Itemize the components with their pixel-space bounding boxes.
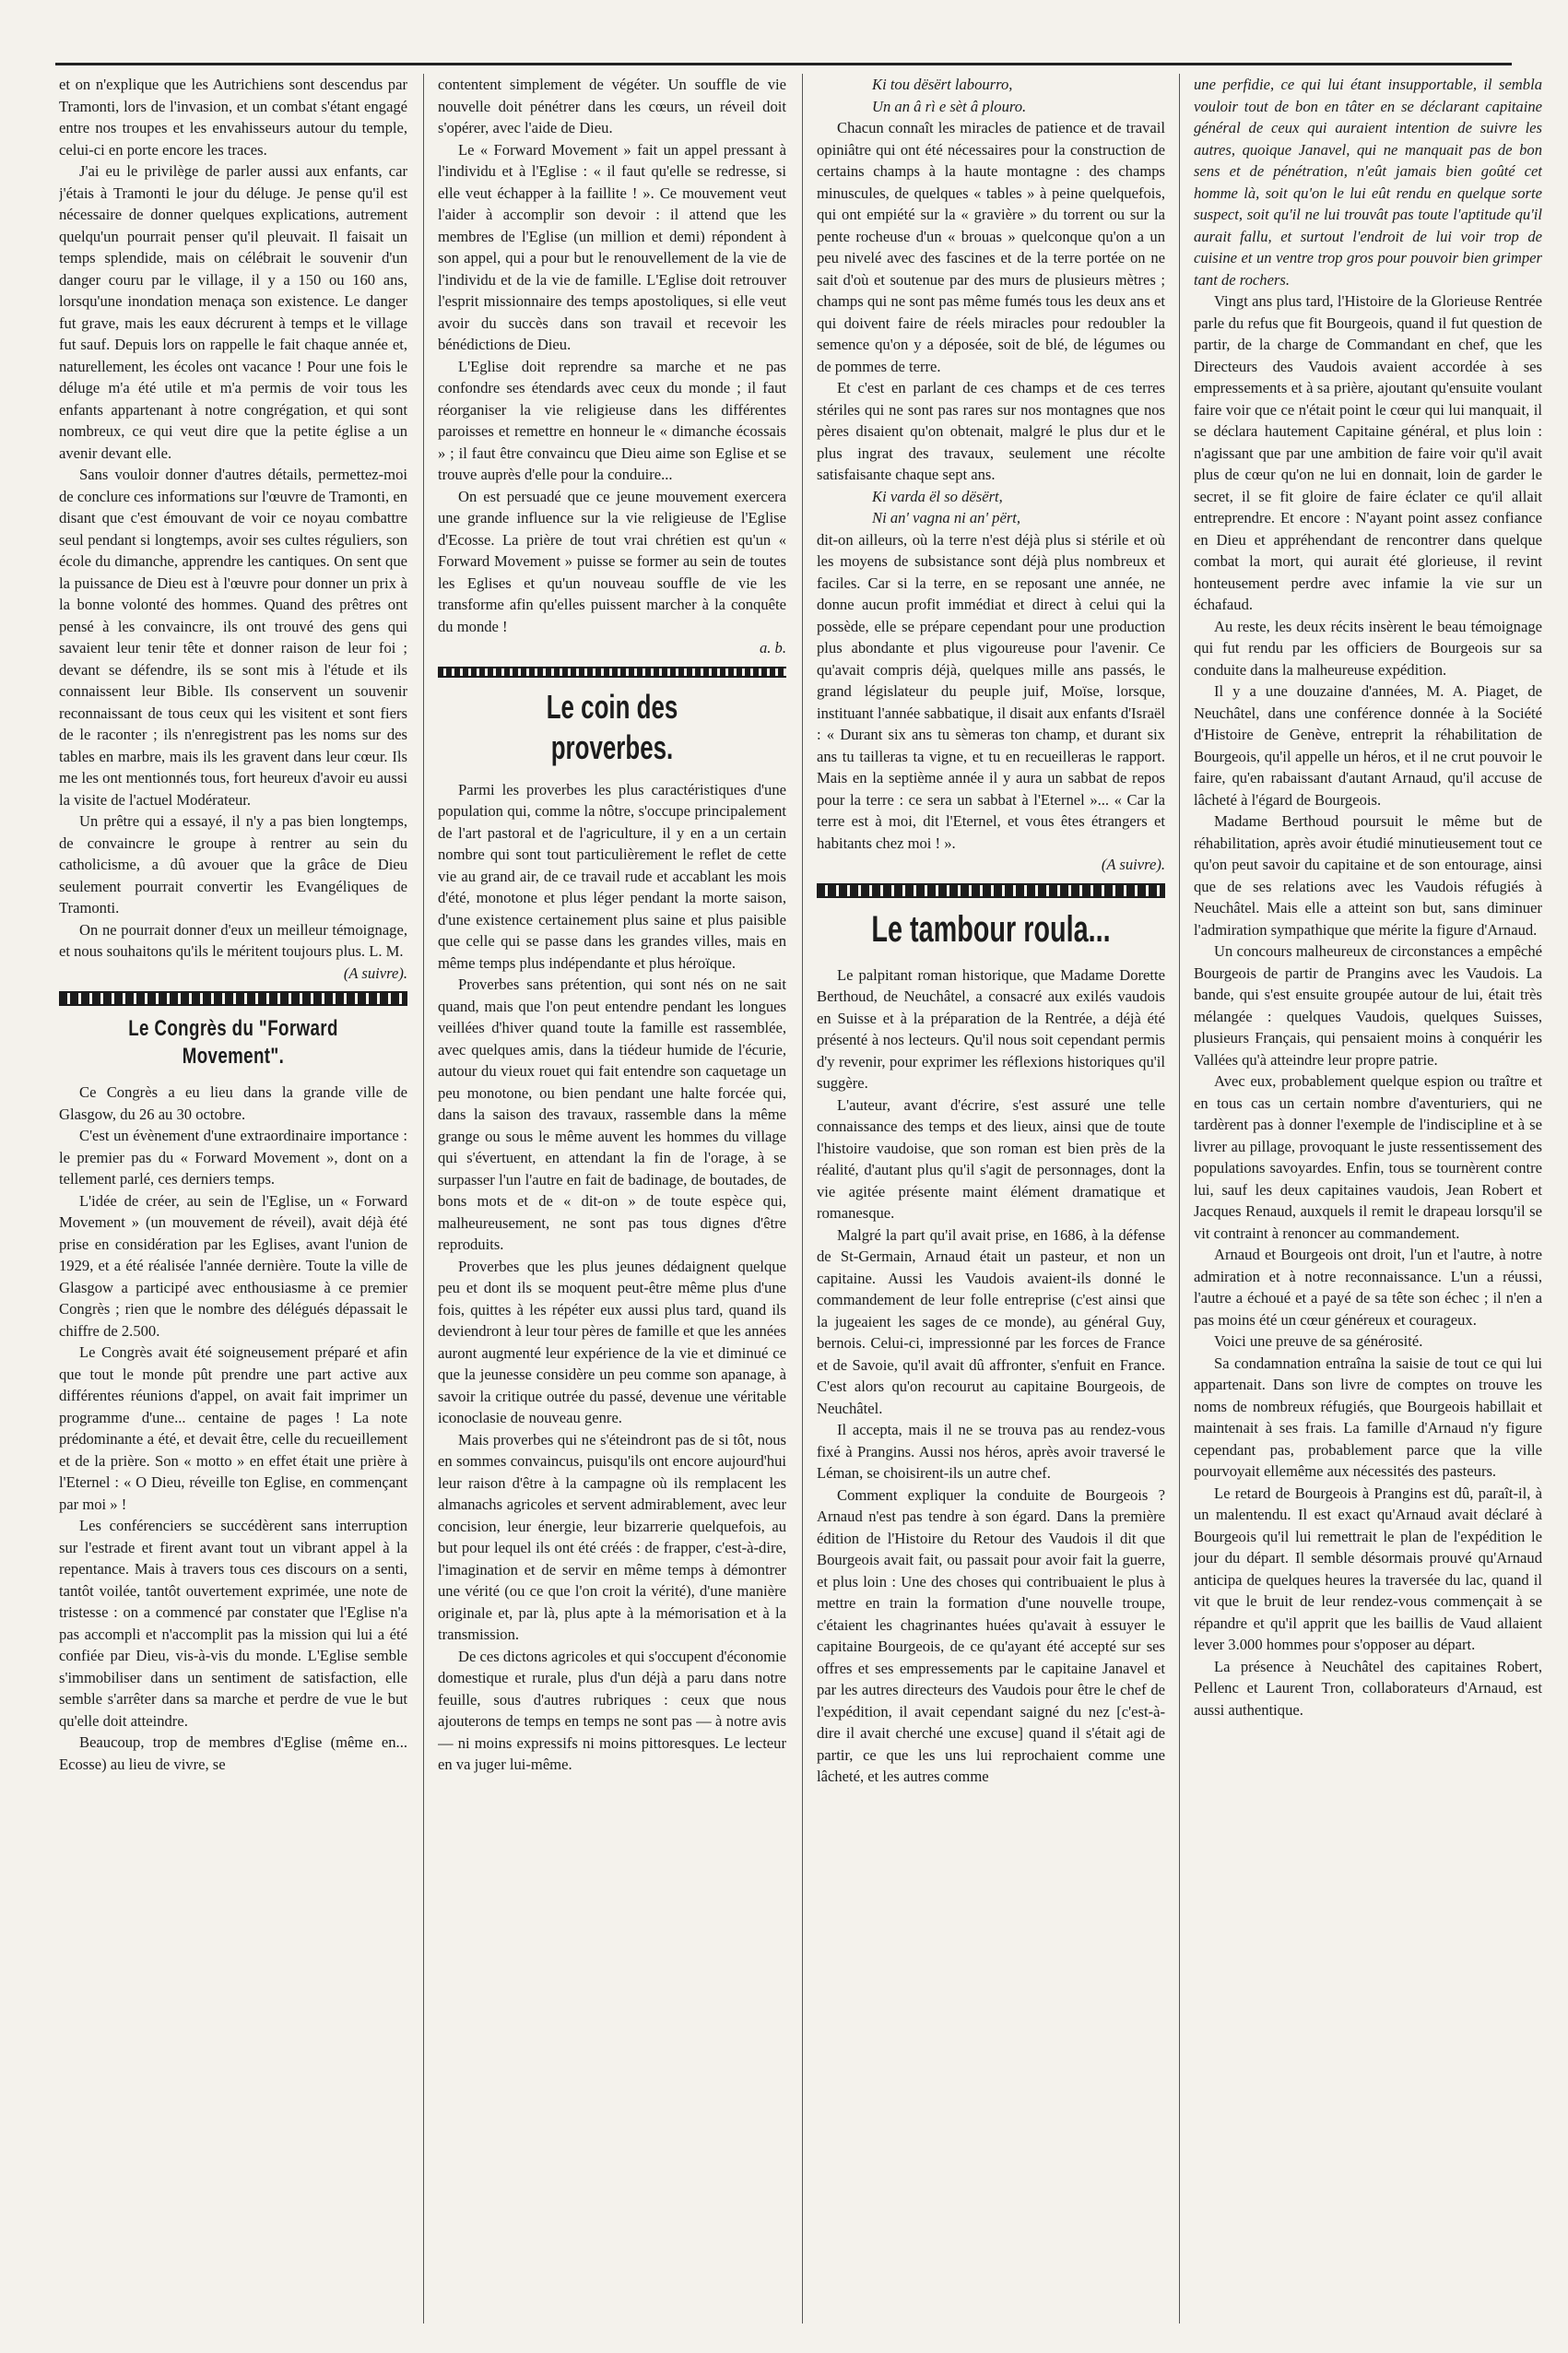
column-2 bbox=[438, 74, 786, 2323]
paragraph: contentent simplement de végéter. Un souffle de vie nouvelle doit pénétrer dans les cœurs, un réveil doit s'opérer, avec l'aide de Dieu. bbox=[438, 76, 786, 136]
paragraph: Le « Forward Movement » fait un appel pressant à l'individu et à l'Eglise : « il faut qu'elle se redresse, si elle veut échapper à la faillite ! ». Ce mouvement veut l'aider à accomplir son devoir : il attend que les membres de l'Eglise (un million et demi) répondent à son appel, qui a pour but le renouvellement de la vie de l'individu et de la vie de famille. L'Eglise doit retrouver l'esprit missionnaire des temps apostoliques, si elle veut avoir du succès dans son travail et recevoir les bénédictions de Dieu. bbox=[438, 140, 786, 353]
article-heading-proverbes: Le coin des proverbes. bbox=[546, 687, 678, 766]
column-3 bbox=[817, 74, 1165, 2323]
paragraph: Un concours malheureux de circonstances a empêché Bourgeois de partir de Prangins avec les Vaudois. La bande, qui s'est ensuite groupée autour de lui, était très mélangée : quelques Vaudois, quelques Suisses, plusieurs Français, qui pensaient moins à conquérir les Vallées qu'à atteindre leur propre patrie. bbox=[1194, 942, 1542, 1069]
paragraph: Ce Congrès a eu lieu dans la grande ville de Glasgow, du 26 au 30 octobre. bbox=[59, 1083, 407, 1123]
proverb-verse: Ki varda ël so dësërt, bbox=[872, 487, 1003, 505]
column-divider bbox=[1179, 74, 1180, 2323]
to-be-continued: (A suivre). bbox=[1101, 856, 1165, 873]
paragraph: dit-on ailleurs, où la terre n'est déjà plus si stérile et où les moyens de subsistance sont déjà plus nombreux et faciles. Car si la terre, en se reposant une année, ne donne aucun profit immédiat et direct à celui qui la possède, elle se prépare cependant pour une production plus abondante et plus vigoureuse pour l'avenir. Ce qu'avait compris déjà, quelques mille ans passés, le grand législateur du peuple juif, Moïse, lorsque, instituant l'année sabbatique, il disait aux enfants d'Israël : « Durant six ans tu sèmeras ton champ, et durant six ans tu tailleras ta vigne, et tu en recueilleras le rapport. Mais en la septième année il y aura un sabbat de repos pour la terre : ce sera un sabbat à l'Eternel »... « Car la terre est à moi, dit l'Eternel, et vous êtes étrangers et habitants chez moi ! ». bbox=[817, 530, 1165, 852]
ornamental-divider bbox=[817, 883, 1165, 898]
ornamental-divider bbox=[438, 667, 786, 678]
column-1 bbox=[59, 74, 407, 2323]
to-be-continued: (A suivre). bbox=[343, 964, 407, 982]
paragraph: De ces dictons agricoles et qui s'occupent d'économie domestique et rurale, plus d'un déjà a paru dans notre feuille, sous d'autres rubriques : ceux que nous ajouterons de temps en temps ne sont pas — à notre avis — ni moins expressifs ni moins pittoresques. Le lecteur en va juger lui-même. bbox=[438, 1647, 786, 1773]
paragraph: L'auteur, avant d'écrire, s'est assuré une telle connaissance des temps et des lieux, ainsi que de toute l'histoire vaudoise, que son roman est bien près de la réalité, d'autant plus qu'il s'agit de personnages, dont la vie agitée présente maint élément dramatique et romanesque. bbox=[817, 1095, 1165, 1222]
paragraph: L'Eglise doit reprendre sa marche et ne pas confondre ses étendards avec ceux du monde ; il faut réorganiser la vie religieuse dans les différentes paroisses et remettre en honneur le « dimanche écossais » ; il faut être convaincu que Dieu aime son Eglise et se trouve auprès d'elle pour la conduire... bbox=[438, 357, 786, 483]
paragraph: Mais proverbes qui ne s'éteindront pas de si tôt, nous en sommes convaincus, puisqu'ils ont encore aujourd'hui leur raison d'être à la campagne où ils remplacent les almanachs agricoles et servent admirablement, avec leur concision, leur énergie, leur bizarrerie quelquefois, au but pour lequel ils ont été créés : de frapper, c'est-à-dire, l'imagination et de servir en même temps à démontrer une vérité (ou ce que l'on croit la vérité), d'une manière originale et, par là, plus apte à la mémorisation et à la transmission. bbox=[438, 1430, 786, 1643]
paragraph: Les conférenciers se succédèrent sans interruption sur l'estrade et firent avant tout un vibrant appel à la repentance. Mais à travers tous ces discours on a senti, tantôt voilée, tantôt ouvertement exprimée, une note de tristesse : on a commencé par constater que l'Eglise n'a pas accompli et n'accomplit pas la mission qui lui a été confiée par Dieu, vis-à-vis du monde. L'Eglise semble s'immobiliser dans un sentiment de satisfaction, elle semble s'arrêter dans sa marche et perdre de vue le but qu'elle doit atteindre. bbox=[59, 1517, 407, 1730]
paragraph: Avec eux, probablement quelque espion ou traître et en tous cas un certain nombre d'aventuriers, qui ne tardèrent pas à donner l'exemple de l'indiscipline et à se livrer au pillage, provoquant le juste ressentissement des populations savoyardes. Enfin, tous se tournèrent contre lui, sauf les deux capitaines vaudois, Jean Robert et Jacques Renaud, auxquels il remit le drapeau lorsqu'il se vit contraint à renoncer au commandement. bbox=[1194, 1072, 1542, 1242]
paragraph: On ne pourrait donner d'eux un meilleur témoignage, et nous souhaitons qu'ils le méritent toujours plus. L. M. bbox=[59, 920, 407, 960]
paragraph: Arnaud et Bourgeois ont droit, l'un et l'autre, à notre admiration et à notre reconnaissance. L'un a réussi, l'autre a échoué et a payé de sa tête son échec ; il n'en a pas moins été un cœur généreux et courageux. bbox=[1194, 1246, 1542, 1329]
author-signature: a. b. bbox=[759, 639, 786, 656]
paragraph: et on n'explique que les Autrichiens sont descendus par Tramonti, lors de l'invasion, et un combat s'étant engagé entre nos troupes et les envahisseurs autour du temple, celui-ci en porte encore les traces. bbox=[59, 76, 407, 159]
paragraph: Un prêtre qui a essayé, il n'y a pas bien longtemps, de convaincre le groupe à rentrer au sein du catholicisme, a dû avouer que la grâce de Dieu seulement pourrait convertir les Evangéliques de Tramonti. bbox=[59, 812, 407, 916]
paragraph: Voici une preuve de sa générosité. bbox=[1214, 1332, 1423, 1350]
paragraph: Et c'est en parlant de ces champs et de ces terres stériles qui ne sont pas rares sur nos montagnes que nos pères disaient qu'on obtenait, malgré le plus dur et le plus ingrat des travaux, seulement une récolte satisfaisante chaque sept ans. bbox=[817, 379, 1165, 483]
proverb-verse: Ni an' vagna ni an' përt, bbox=[872, 509, 1021, 526]
column-divider bbox=[802, 74, 803, 2323]
proverb-verse: Un an â rì e sèt â plouro. bbox=[872, 97, 1027, 115]
article-heading-tambour: Le tambour roula... bbox=[871, 908, 1111, 950]
paragraph: C'est un évènement d'une extraordinaire importance : le premier pas du « Forward Movement », dont on a tellement parlé, ces derniers temps. bbox=[59, 1127, 407, 1188]
paragraph: Comment expliquer la conduite de Bourgeois ? Arnaud n'est pas tendre à son égard. Dans la première édition de l'Histoire du Retour des Vaudois il dit que Bourgeois avait fait, ou passait pour avoir fait la guerre, et plus loin : Une des choses qui contribuaient le plus à mettre en train la formation d'une nouvelle troupe, c'étaient les chagrinantes huées qu'avait à essuyer le capitaine Bourgeois, de ce qu'ayant été accepté sur ses offres et ses empressements par le capitaine Janavel et par les autres directeurs des Vaudois pour être le chef de l'expédition, il avait cependant saigné du nez [c'est-à-dire il avait cherché une excuse] quand il s'était agi de partir, ce que les uns lui reprochaient comme une lâcheté, et les autres comme bbox=[817, 1485, 1165, 1785]
paragraph: Le palpitant roman historique, que Madame Dorette Berthoud, de Neuchâtel, a consacré aux exilés vaudois en Suisse et à la préparation de la Rentrée, a déjà été présenté à nos lecteurs. Qu'il nous soit cependant permis d'y revenir, pour exprimer les réflexions historiques qu'il suggère. bbox=[817, 965, 1165, 1092]
paragraph: Sans vouloir donner d'autres détails, permettez-moi de conclure ces informations sur l'œuvre de Tramonti, en disant que c'est émouvant de voir ce noyau combattre seul pendant si longtemps, avoir ses cultes réguliers, son école du dimanche, apprendre les cantiques. On sent que la puissance de Dieu est à l'œuvre pour donner un prix à la bonne volonté des hommes. Quand des prêtres ont pensé à les convaincre, ils ont trouvé des gens qui savaient leur tenir tête et donner raison de leur foi ; devant se défendre, ils se sont mis à l'étude et ils connaissent leur Bible. Ils conservent un souvenir reconnaissant de tous ceux qui les visitent et sont fiers de le raconter ; ils n'enregistrent pas les noms sur des tables en marbre, mais ils les gravent dans leur cœur. Ils me les ont mentionnés tous, fort heureux d'avoir eu aussi la visite de l'actuel Modérateur. bbox=[59, 466, 407, 809]
column-divider bbox=[423, 74, 424, 2323]
paragraph: Sa condamnation entraîna la saisie de tout ce qui lui appartenait. Dans son livre de comptes on trouve les noms de nombreux réfugiés, que Bourgeois habillait et maintenait à ses frais. La famille d'Arnaud n'y figure cependant pas, probablement parce que la ville pourvoyait ellemême aux nécessités des pasteurs. bbox=[1194, 1354, 1542, 1480]
paragraph: Vingt ans plus tard, l'Histoire de la Glorieuse Rentrée parle du refus que fit Bourgeois, quand il fut question de partir, de la charge de Commandant en chef, que les Directeurs des Vaudois avaient accordée à ses empressements et à sa prière, ajoutant qu'ensuite voulant faire voir que ce n'était point le cœur qui lui manquait, il se déclara hautement Capitaine général, et plus loin : n'agissant que par une ambition de faire voir qu'il avait plus de cœur qu'on ne lui en donnait, loin de garder le secret, il se fit gloire de faire éclater ce qu'il allait entreprendre. Et encore : N'ayant point assez confiance en Dieu et appréhendant de rencontrer dans quelque combat la mort, qui aurait été glorieuse, il revint honteusement perdre avec infamie la vie sur un échafaud. bbox=[1194, 292, 1542, 613]
paragraph: Au reste, les deux récits insèrent le beau témoignage qui fut rendu par les officiers de Bourgeois sur sa conduite dans la malheureuse expédition. bbox=[1194, 617, 1542, 679]
paragraph: Le retard de Bourgeois à Prangins est dû, paraît-il, à un malentendu. Il est exact qu'Arnaud avait déclaré à Bourgeois qu'il lui remettrait le plan de l'expédition le jour du départ. Il semble désormais prouvé qu'Arnaud anticipa de quelques heures la traversée du lac, quand il vit que le bruit de leur rendez-vous commençait à se répandre et qu'il apprit que les baillis de Vaud allaient lever 3.000 hommes pour s'opposer au départ. bbox=[1194, 1484, 1542, 1653]
paragraph: L'idée de créer, au sein de l'Eglise, un « Forward Movement » (un mouvement de réveil), avait déjà été prise en considération par les Eglises, avant l'union de 1929, et a été réalisée l'année dernière. Toute la ville de Glasgow a participé avec enthousiasme à ce premier Congrès ; rien que le nombre des délégués dépassait le chiffre de 2.500. bbox=[59, 1191, 407, 1340]
top-rule bbox=[55, 63, 1512, 65]
article-heading-congres: Le Congrès du "Forward Movement". bbox=[128, 1016, 338, 1069]
column-4 bbox=[1194, 74, 1542, 2323]
paragraph: Chacun connaît les miracles de patience et de travail opiniâtre qui ont été nécessaires pour la construction de certains champs à la haute montagne : des champs minuscules, de quelques « tables » à peine quelquefois, qui ont empiété sur la « gravière » du torrent ou sur la pente rocheuse d'un « brouas » quelconque qu'on a un peu nivelé avec des fascines et de la terre portée on ne sait d'où et soutenue par des murs de plusieurs mètres ; champs qui ne sont pas même fumés tous les deux ans et qui doivent faire de réels miracles pour redoubler la semence qu'on y a déposée, soit de blé, de légumes ou de pommes de terre. bbox=[817, 119, 1165, 375]
paragraph: On est persuadé que ce jeune mouvement exercera une grande influence sur la vie religieuse de l'Eglise d'Ecosse. La prière de tout vrai chrétien est qu'un « Forward Movement » puisse se former au sein de toutes les Eglises et qu'un nouveau souffle de vie les transforme afin qu'elles puissent marcher à la conquête du monde ! bbox=[438, 487, 786, 635]
paragraph: Il y a une douzaine d'années, M. A. Piaget, de Neuchâtel, dans une conférence donnée à la Société d'Histoire de Genève, entreprit la réhabilitation de Bourgeois, qu'il appelle un héros, et il ne crut pouvoir le faire, qu'en rabaissant d'autant Arnaud, qu'il accuse de lâcheté à l'égard de Bourgeois. bbox=[1194, 682, 1542, 809]
proverb-verse: Ki tou dësërt labourro, bbox=[872, 76, 1013, 93]
paragraph: une perfidie, ce qui lui étant insupportable, il sembla vouloir tout de bon en tâter en se déclarant capitaine général de ceux qui auraient intention de suivre les autres, quoique Janavel, qui ne manquait pas de bon sens et de pénétration, n'eût jamais bien goûté cet homme là, soit qu'on le lui eût rendu en quelque sorte suspect, soit qu'il ne lui trouvât pas toute l'aptitude qu'il aurait fallu, et surtout l'endroit de lui voir trop de cuisine et un ventre trop gros pour pouvoir bien grimper tant de rochers. bbox=[1194, 76, 1542, 289]
paragraph: Beaucoup, trop de membres d'Eglise (même en... Ecosse) au lieu de vivre, se bbox=[59, 1733, 407, 1773]
paragraph: Le Congrès avait été soigneusement préparé et afin que tout le monde pût prendre une part active aux différentes réunions d'appel, on avait fait imprimer un programme d'une... centaine de pages ! La note prédominante a été, et devait être, celle du recueillement et de la prière. Son « motto » en effet était une prière à l'Eternel : « O Dieu, réveille ton Eglise, en commençant par moi » ! bbox=[59, 1343, 407, 1513]
paragraph: La présence à Neuchâtel des capitaines Robert, Pellenc et Laurent Tron, collaborateurs d'Arnaud, est aussi authentique. bbox=[1194, 1657, 1542, 1719]
paragraph: Proverbes que les plus jeunes dédaignent quelque peu et dont ils se moquent peut-être même plus d'une fois, quittes à les répéter eux aussi plus tard, quand ils deviendront à leur tour pères de famille et que les années auront augmenté leur expérience de la vie et diminué ce que la jeunesse considère un peu comme son apanage, à savoir la critique outrée du passé, devenue une véritable iconoclasie de nouveau genre. bbox=[438, 1257, 786, 1426]
paragraph: J'ai eu le privilège de parler aussi aux enfants, car j'étais à Tramonti le jour du déluge. Je pense qu'il est nécessaire de donner quelques explications, autrement quelqu'un pourrait penser qu'il pleuvait. Il faisait un temps splendide, mais on célébrait le souvenir d'un danger couru par le village, il y a 150 ou 160 ans, lorsqu'une inondation menaça son existence. Le danger fut grave, mais les eaux décrurent à temps et le village fut sauf. Depuis lors on rappelle le fait chaque année et, naturellement, les écoles ont vacance ! Pour une fois le déluge m'a été utile et m'a permis de voir tous les enfants appartenant à notre congrégation, et qui sont nombreux, ce qui veut dire que la petite église a un avenir devant elle. bbox=[59, 162, 407, 462]
paragraph: Proverbes sans prétention, qui sont nés on ne sait quand, mais que l'on peut entendre pendant les longues veillées d'hiver quand toute la famille est rassemblée, avec quelques amis, dans la tiédeur humide de l'écurie, autour du vieux rouet qui fait entendre son caquetage un peu monotone, ou bien pendant une halte forcée qui, dans la saison des travaux, rassemble dans la même grange ou sous le même auvent les hommes du village qui s'évertuent, en attendant la fin de l'orage, à se surpasser l'un l'autre en fait de badinage, de boutades, de bons mots et de « dit-on » de toute espèce qui, malheureusement, ne sont pas tous dignes d'être reproduits. bbox=[438, 975, 786, 1253]
paragraph: Madame Berthoud poursuit le même but de réhabilitation, après avoir étudié minutieusement tout ce qu'on peut savoir du capitaine et de son entourage, ainsi que de ses relations avec les Vaudois réfugiés à Neuchâtel. Mais elle a atteint son but, sans diminuer l'admiration sympathique que mérite la figure d'Arnaud. bbox=[1194, 812, 1542, 939]
ornamental-divider bbox=[59, 991, 407, 1006]
paragraph: Malgré la part qu'il avait prise, en 1686, à la défense de St-Germain, Arnaud était un pasteur, et non un capitaine. Aussi les Vaudois avaient-ils donné le commandement de leur folle entreprise (c'est ainsi que la jugeaient les sages de ce monde), au général Guy, bernois. Celui-ci, impressionné par les forces de France et de Savoie, qu'il avait dû affronter, s'enfuit en France. C'est alors qu'on recourut au capitaine Bourgeois, de Neuchâtel. bbox=[817, 1225, 1165, 1417]
paragraph: Il accepta, mais il ne se trouva pas au rendez-vous fixé à Prangins. Aussi nos héros, après avoir traversé le Léman, se choisirent-ils un autre chef. bbox=[817, 1421, 1165, 1482]
paragraph: Parmi les proverbes les plus caractéristiques d'une population qui, comme la nôtre, s'occupe principalement de l'art pastoral et de l'agriculture, il y en a un certain nombre qui sont tout particulièrement le reflet de cette vie au grand air, de ce travail rude et accablant les mois d'été, monotone et plus léger pendant la morte saison, d'une existence certainement plus saine et plus paisible que celle qui se passe dans les grandes villes, mais en même temps plus indépendante et plus héroïque. bbox=[438, 780, 786, 972]
